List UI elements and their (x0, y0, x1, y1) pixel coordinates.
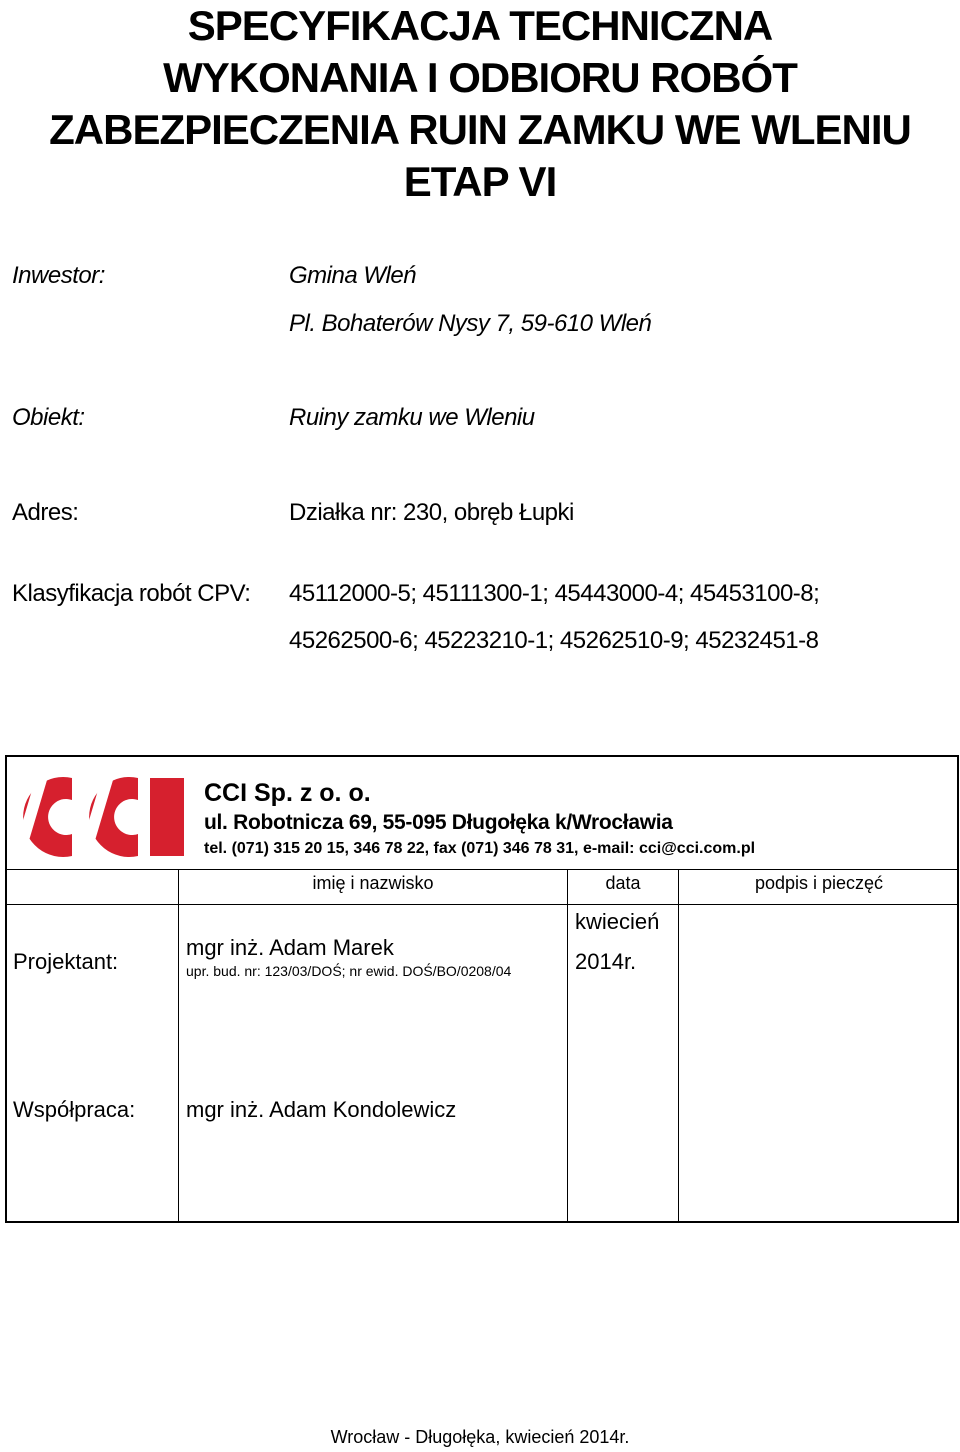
designer-label: Projektant: (13, 949, 119, 974)
col-divider-2 (567, 869, 568, 1223)
col-divider-1 (178, 869, 179, 1223)
table-header-bottom-line (7, 904, 957, 905)
investor-label: Inwestor: (12, 262, 105, 289)
investor-address: Pl. Bohaterów Nysy 7, 59-610 Wleń (289, 310, 652, 337)
title-line-2: WYKONANIA I ODBIORU ROBÓT (163, 54, 797, 101)
table-header-top-line (7, 869, 957, 870)
address-label: Adres: (12, 499, 79, 526)
cpv-label: Klasyfikacja robót CPV: (12, 580, 251, 607)
title-line-1: SPECYFIKACJA TECHNICZNA (187, 2, 773, 49)
title-line-3: ZABEZPIECZENIA RUIN ZAMKU WE WLENIU (49, 106, 911, 153)
designer-license: upr. bud. nr: 123/03/DOŚ; nr ewid. DOŚ/BO/0208/04 (186, 963, 512, 979)
header-name: imię i nazwisko (312, 873, 434, 893)
collaboration-name: mgr inż. Adam Kondolewicz (186, 1097, 457, 1122)
designer-name: mgr inż. Adam Marek (186, 935, 394, 960)
col-divider-3 (678, 869, 679, 1223)
cci-logo (10, 770, 188, 864)
object-label: Obiekt: (12, 404, 85, 431)
company-address: ul. Robotnicza 69, 55-095 Długołęka k/Wrocławia (204, 811, 673, 834)
company-name: CCI Sp. z o. o. (204, 779, 371, 807)
object-value: Ruiny zamku we Wleniu (289, 404, 535, 431)
designer-date-month: kwiecień (575, 909, 660, 934)
investor-name: Gmina Wleń (289, 262, 417, 289)
company-contact: tel. (071) 315 20 15, 346 78 22, fax (071) 346 78 31, e-mail: cci@cci.com.pl (204, 840, 756, 857)
company-signature-table (5, 755, 959, 1223)
header-date: data (605, 873, 641, 893)
address-value: Działka nr: 230, obręb Łupki (289, 499, 574, 526)
cpv-line-2: 45262500-6; 45223210-1; 45262510-9; 45232451-8 (289, 627, 819, 654)
title-line-4: ETAP VI (403, 158, 557, 205)
designer-date-year: 2014r. (575, 949, 637, 974)
collaboration-label: Współpraca: (13, 1097, 136, 1122)
header-signature: podpis i pieczęć (754, 873, 884, 893)
document-title (0, 0, 960, 208)
footer-place-date: Wrocław - Długołęka, kwiecień 2014r. (330, 1427, 630, 1447)
cpv-line-1: 45112000-5; 45111300-1; 45443000-4; 45453100-8; (289, 580, 820, 607)
